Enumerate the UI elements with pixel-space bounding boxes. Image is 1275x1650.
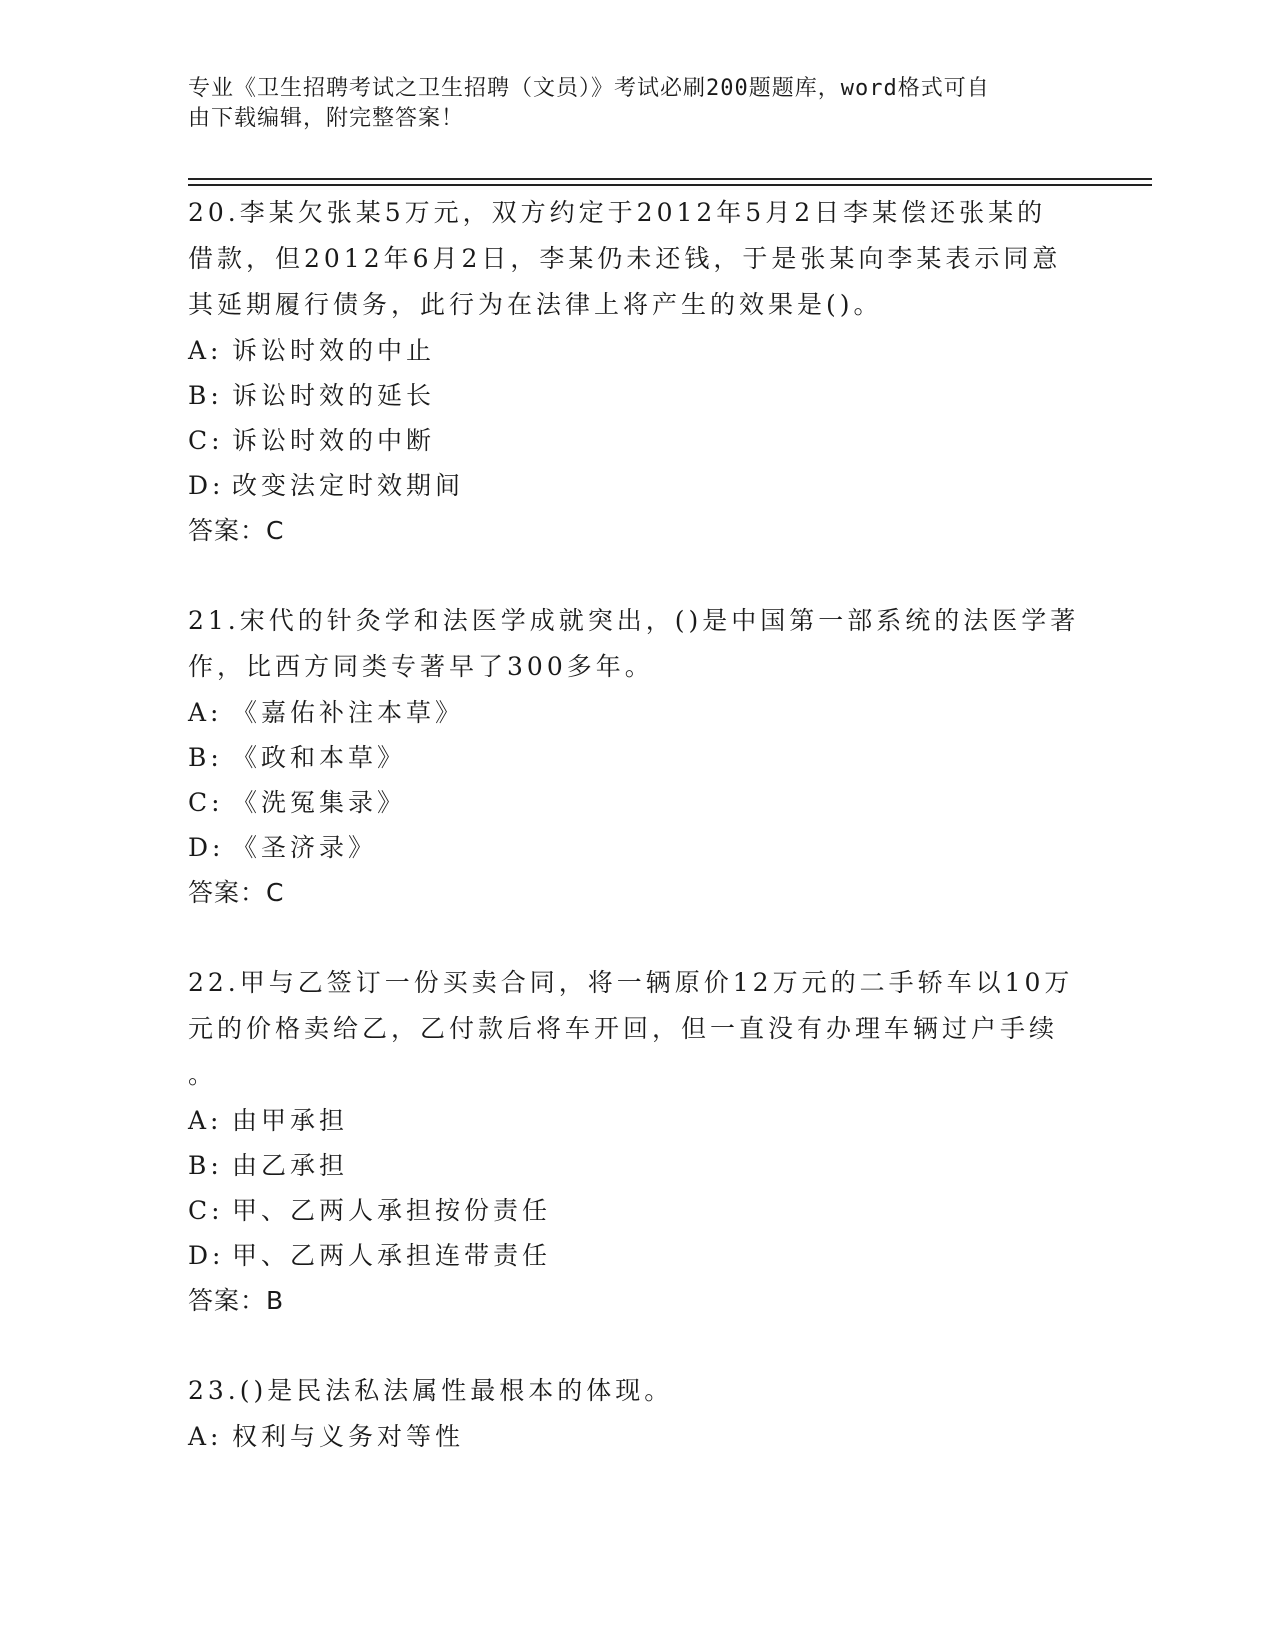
option-key: A: xyxy=(188,1106,223,1135)
option-text: 权利与义务对等性 xyxy=(232,1422,465,1451)
answer-option xyxy=(188,328,1088,373)
header-divider-top xyxy=(188,178,1152,180)
answer-line xyxy=(188,508,1088,554)
option-key: B: xyxy=(188,743,223,772)
answer-label: 答案： xyxy=(188,1286,267,1315)
question-block xyxy=(188,960,1088,1324)
answer-label: 答案： xyxy=(188,878,267,907)
question-text-line: 其延期履行债务，此行为在法律上将产生的效果是()。 xyxy=(188,290,883,319)
question-block xyxy=(188,1368,1088,1459)
question-block xyxy=(188,598,1088,916)
answer-option xyxy=(188,690,1088,735)
answer-option xyxy=(188,825,1088,870)
question-text-line: 21.宋代的针灸学和法医学成就突出，()是中国第一部系统的法医学著 xyxy=(188,606,1080,635)
answer-label: 答案： xyxy=(188,516,267,545)
answer-option xyxy=(188,373,1088,418)
question-text-line: 22.甲与乙签订一份买卖合同，将一辆原价12万元的二手轿车以10万 xyxy=(188,968,1074,997)
option-text: 诉讼时效的中断 xyxy=(232,426,436,455)
question-block xyxy=(188,190,1088,554)
question-list xyxy=(188,190,1088,1503)
option-text: 由乙承担 xyxy=(232,1151,349,1180)
option-key: C: xyxy=(188,1196,224,1225)
answer-option xyxy=(188,418,1088,463)
option-text: 甲、乙两人承担按份责任 xyxy=(232,1196,552,1225)
question-text-line: 23.()是民法私法属性最根本的体现。 xyxy=(188,1376,674,1405)
answer-option xyxy=(188,1098,1088,1143)
answer-option xyxy=(188,463,1088,508)
option-key: A: xyxy=(188,698,223,727)
option-key: C: xyxy=(188,788,224,817)
header-divider-bottom xyxy=(188,184,1152,186)
answer-value: C xyxy=(266,516,285,545)
answer-option xyxy=(188,1188,1088,1233)
option-key: A: xyxy=(188,1422,223,1451)
option-key: D: xyxy=(188,471,225,500)
header-line-1: 专业《卫生招聘考试之卫生招聘（文员）》考试必刷200题题库，word格式可自 xyxy=(188,76,990,101)
answer-option xyxy=(188,1414,1088,1459)
option-key: A: xyxy=(188,336,223,365)
question-text-line: 作，比西方同类专著早了300多年。 xyxy=(188,652,654,681)
answer-option xyxy=(188,1143,1088,1188)
option-text: 由甲承担 xyxy=(232,1106,349,1135)
option-text: 诉讼时效的延长 xyxy=(232,381,436,410)
option-text: 改变法定时效期间 xyxy=(232,471,465,500)
option-key: C: xyxy=(188,426,224,455)
question-text-line: 元的价格卖给乙，乙付款后将车开回，但一直没有办理车辆过户手续 xyxy=(188,1014,1059,1043)
answer-option xyxy=(188,780,1088,825)
document-header xyxy=(188,74,1068,134)
question-text-line: 借款，但2012年6月2日，李某仍未还钱，于是张某向李某表示同意 xyxy=(188,244,1062,273)
option-key: B: xyxy=(188,1151,223,1180)
answer-value: C xyxy=(266,878,285,907)
option-key: D: xyxy=(188,1241,225,1270)
option-text: 《圣济录》 xyxy=(232,833,378,862)
answer-line xyxy=(188,870,1088,916)
answer-option xyxy=(188,1233,1088,1278)
answer-option xyxy=(188,735,1088,780)
option-text: 《政和本草》 xyxy=(232,743,407,772)
header-line-2: 由下载编辑，附完整答案！ xyxy=(188,106,465,131)
option-text: 《洗冤集录》 xyxy=(232,788,407,817)
option-key: D: xyxy=(188,833,225,862)
option-text: 诉讼时效的中止 xyxy=(232,336,436,365)
answer-value: B xyxy=(266,1286,285,1315)
question-text-line: 20.李某欠张某5万元，双方约定于2012年5月2日李某偿还张某的 xyxy=(188,198,1047,227)
option-key: B: xyxy=(188,381,223,410)
answer-line xyxy=(188,1278,1088,1324)
option-text: 甲、乙两人承担连带责任 xyxy=(232,1241,552,1270)
question-text-line: 。 xyxy=(188,1060,218,1089)
option-text: 《嘉佑补注本草》 xyxy=(232,698,465,727)
